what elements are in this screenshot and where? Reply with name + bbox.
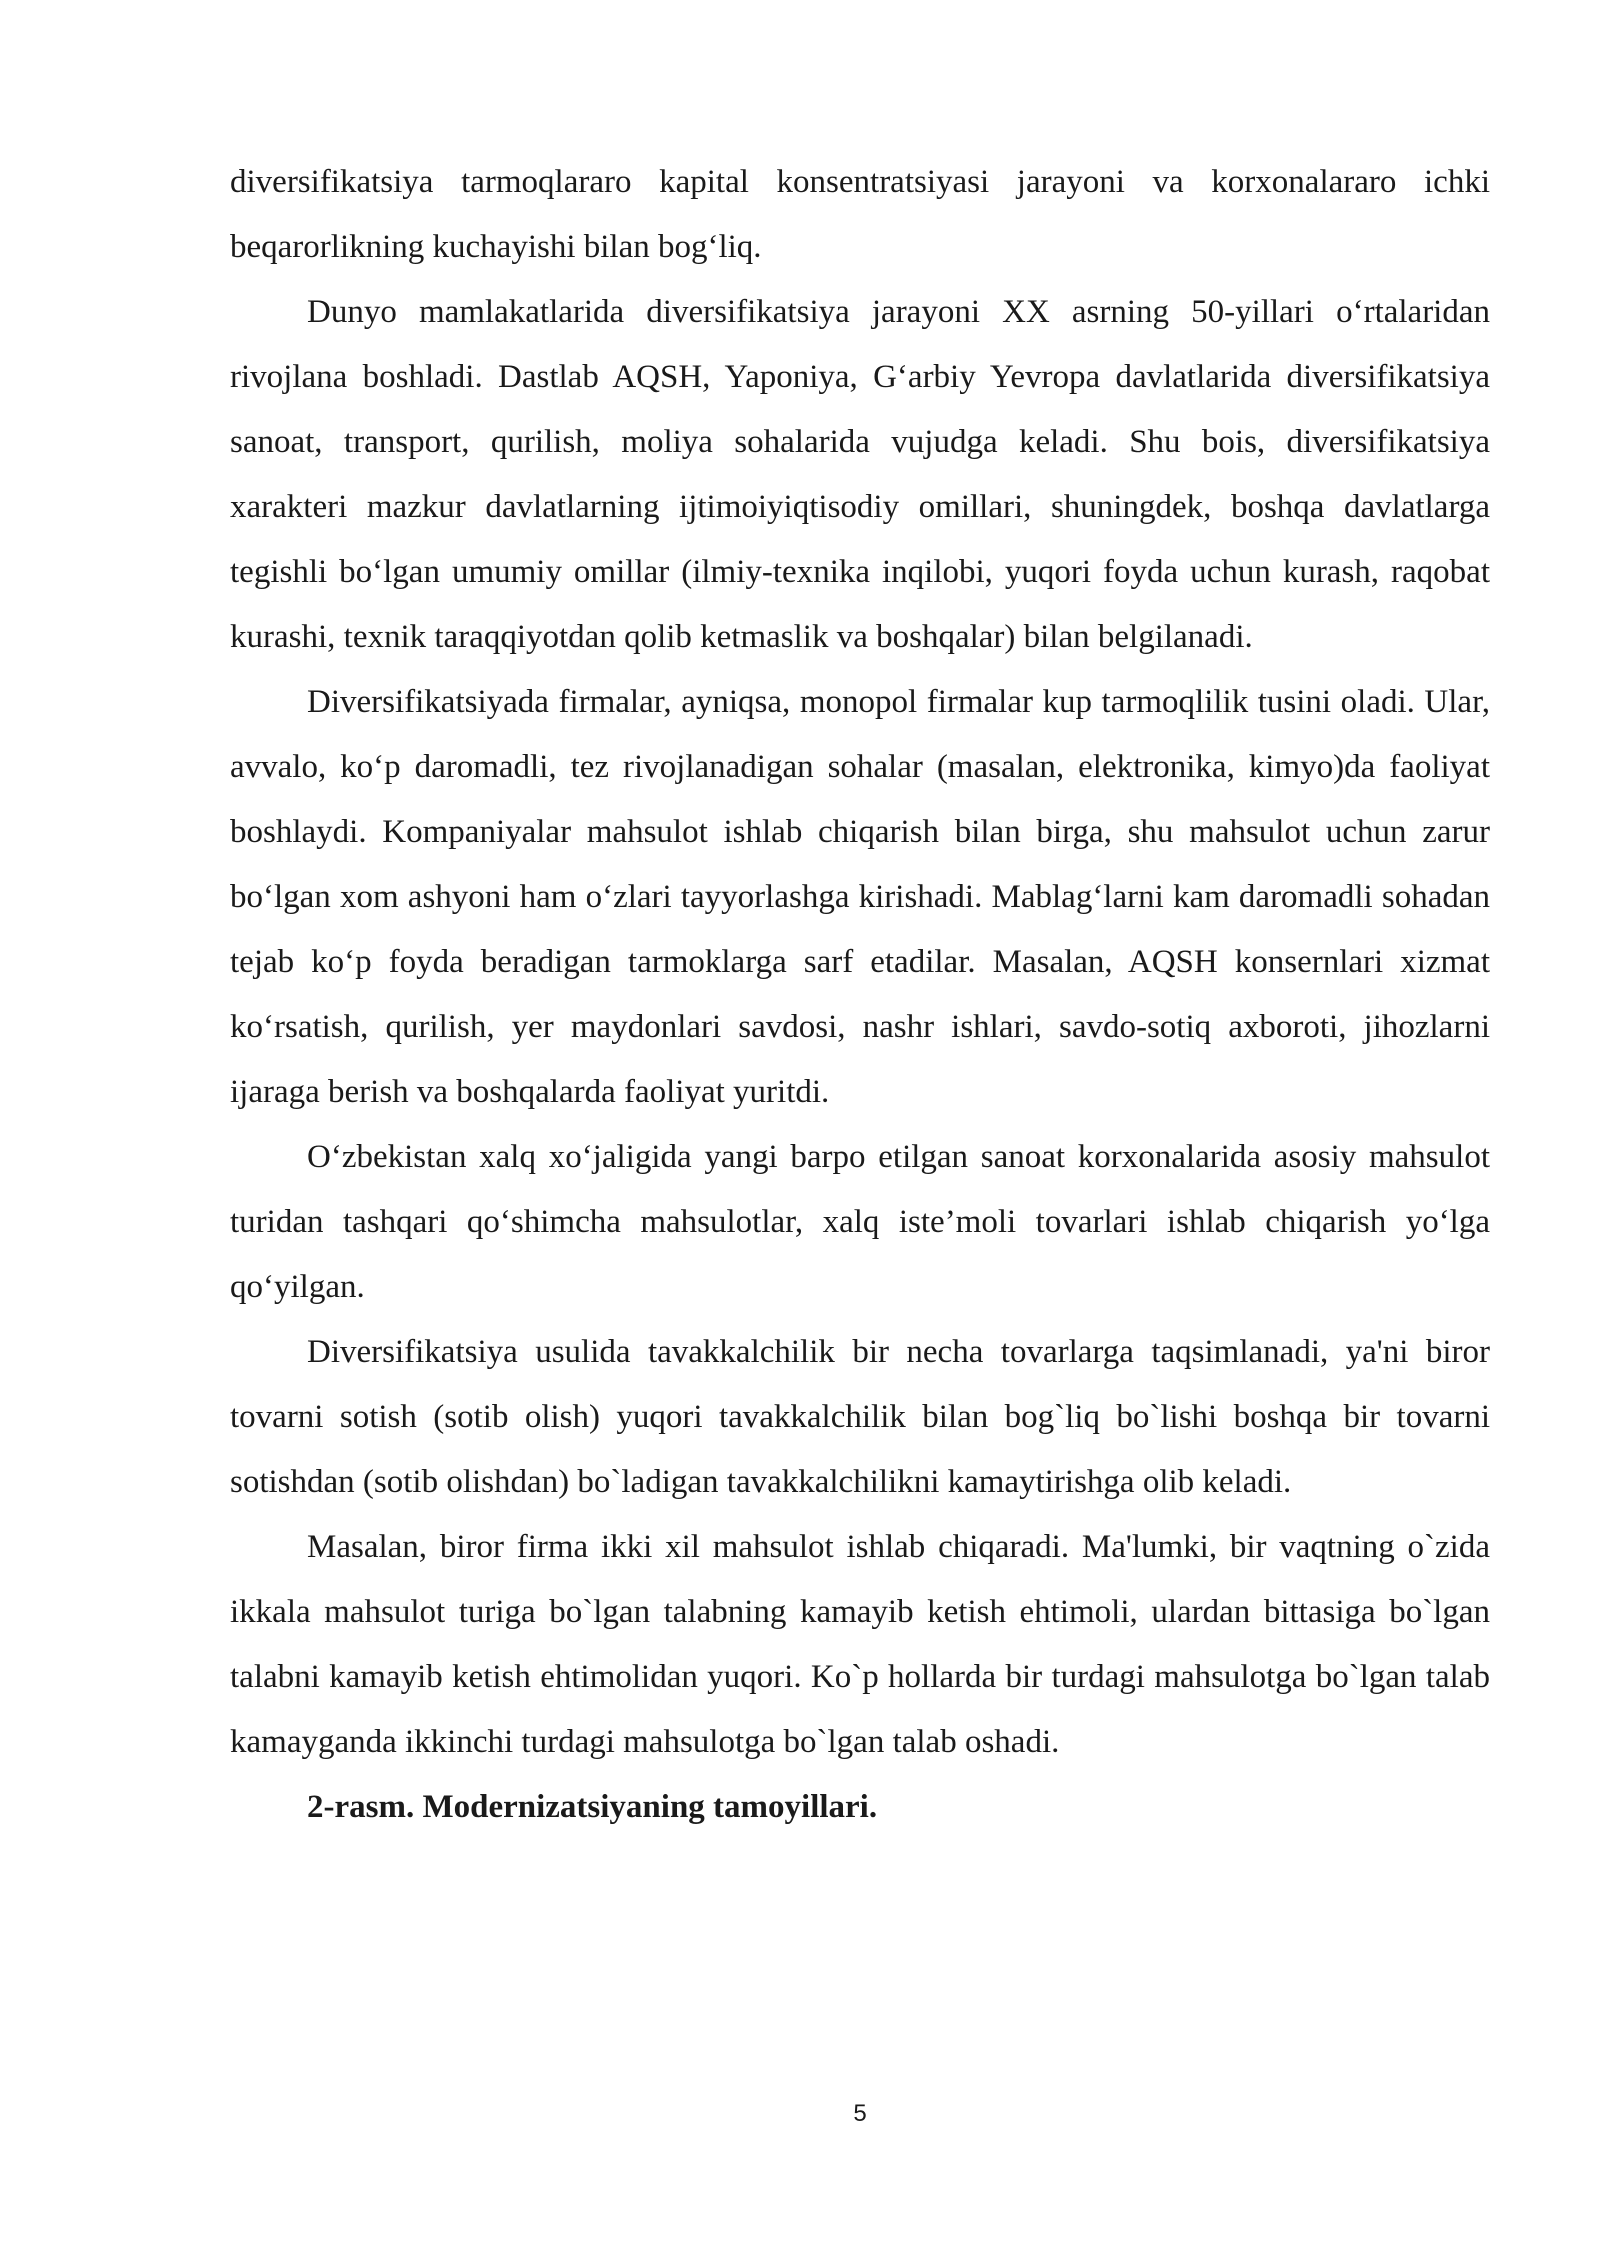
paragraph-firms-multisector: Diversifikatsiyada firmalar, ayniqsa, monopol firmalar kup tarmoqlilik tusini oladi. Ular, avvalo, ko‘p daromadli, tez rivojlanadigan sohalar (masalan, elektronika, kimyo)da faoliyat boshlaydi. Kompaniyalar mahsulot ishlab chiqarish bilan birga, shu mahsulot uchun zarur bo‘lgan xom ashyoni ham o‘zlari tayyorlashga kirishadi. Mablag‘larni kam daromadli sohadan tejab ko‘p foyda beradigan tarmoklarga sarf etadilar. Masalan, AQSH konsernlari xizmat ko‘rsatish, qurilish, yer maydonlari savdosi, nashr ishlari, savdo-sotiq axboroti, jihozlarni ijaraga berish va boshqalarda faoliyat yuritdi. (230, 684, 1490, 1110)
paragraph-continuation: diversifikatsiya tarmoqlararo kapital konsentratsiyasi jarayoni va korxonalararo ichki beqarorlikning kuchayishi bilan bog‘liq. (230, 164, 1490, 265)
paragraph-example: Masalan, biror firma ikki xil mahsulot ishlab chiqaradi. Ma'lumki, bir vaqtning o`zida ikkala mahsulot turiga bo`lgan talabning kamayib ketish ehtimoli, ulardan bittasiga bo`lgan talabni kamayib ketish ehtimolidan yuqori. Ko`p hollarda bir turdagi mahsulotga bo`lgan talab kamayganda ikkinchi turdagi mahsulotga bo`lgan talab oshadi. (230, 1529, 1490, 1760)
figure-caption: 2-rasm. Modernizatsiyaning tamoyillari. (307, 1789, 878, 1825)
paragraph-risk-distribution: Diversifikatsiya usulida tavakkalchilik bir necha tovarlarga taqsimlanadi, ya'ni biror tovarni sotish (sotib olish) yuqori tavakkalchilik bilan bog`liq bo`lishi boshqa bir tovarni sotishdan (sotib olishdan) bo`ladigan tavakkalchilikni kamaytirishga olib keladi. (230, 1334, 1490, 1500)
page-number: 5 (853, 2100, 867, 2127)
page-body (230, 150, 1490, 1840)
paragraph-uzbekistan: O‘zbekistan xalq xo‘jaligida yangi barpo etilgan sanoat korxonalarida asosiy mahsulot turidan tashqari qo‘shimcha mahsulotlar, xalq iste’moli tovarlari ishlab chiqarish yo‘lga qo‘yilgan. (230, 1139, 1490, 1305)
paragraph-diversification-history: Dunyo mamlakatlarida diversifikatsiya jarayoni XX asrning 50-yillari o‘rtalaridan rivojlana boshladi. Dastlab AQSH, Yaponiya, G‘arbiy Yevropa davlatlarida diversifikatsiya sanoat, transport, qurilish, moliya sohalarida vujudga keladi. Shu bois, diversifikatsiya xarakteri mazkur davlatlarning ijtimoiyiqtisodiy omillari, shuningdek, boshqa davlatlarga tegishli bo‘lgan umumiy omillar (ilmiy-texnika inqilobi, yuqori foyda uchun kurash, raqobat kurashi, texnik taraqqiyotdan qolib ketmaslik va boshqalar) bilan belgilanadi. (230, 294, 1490, 655)
